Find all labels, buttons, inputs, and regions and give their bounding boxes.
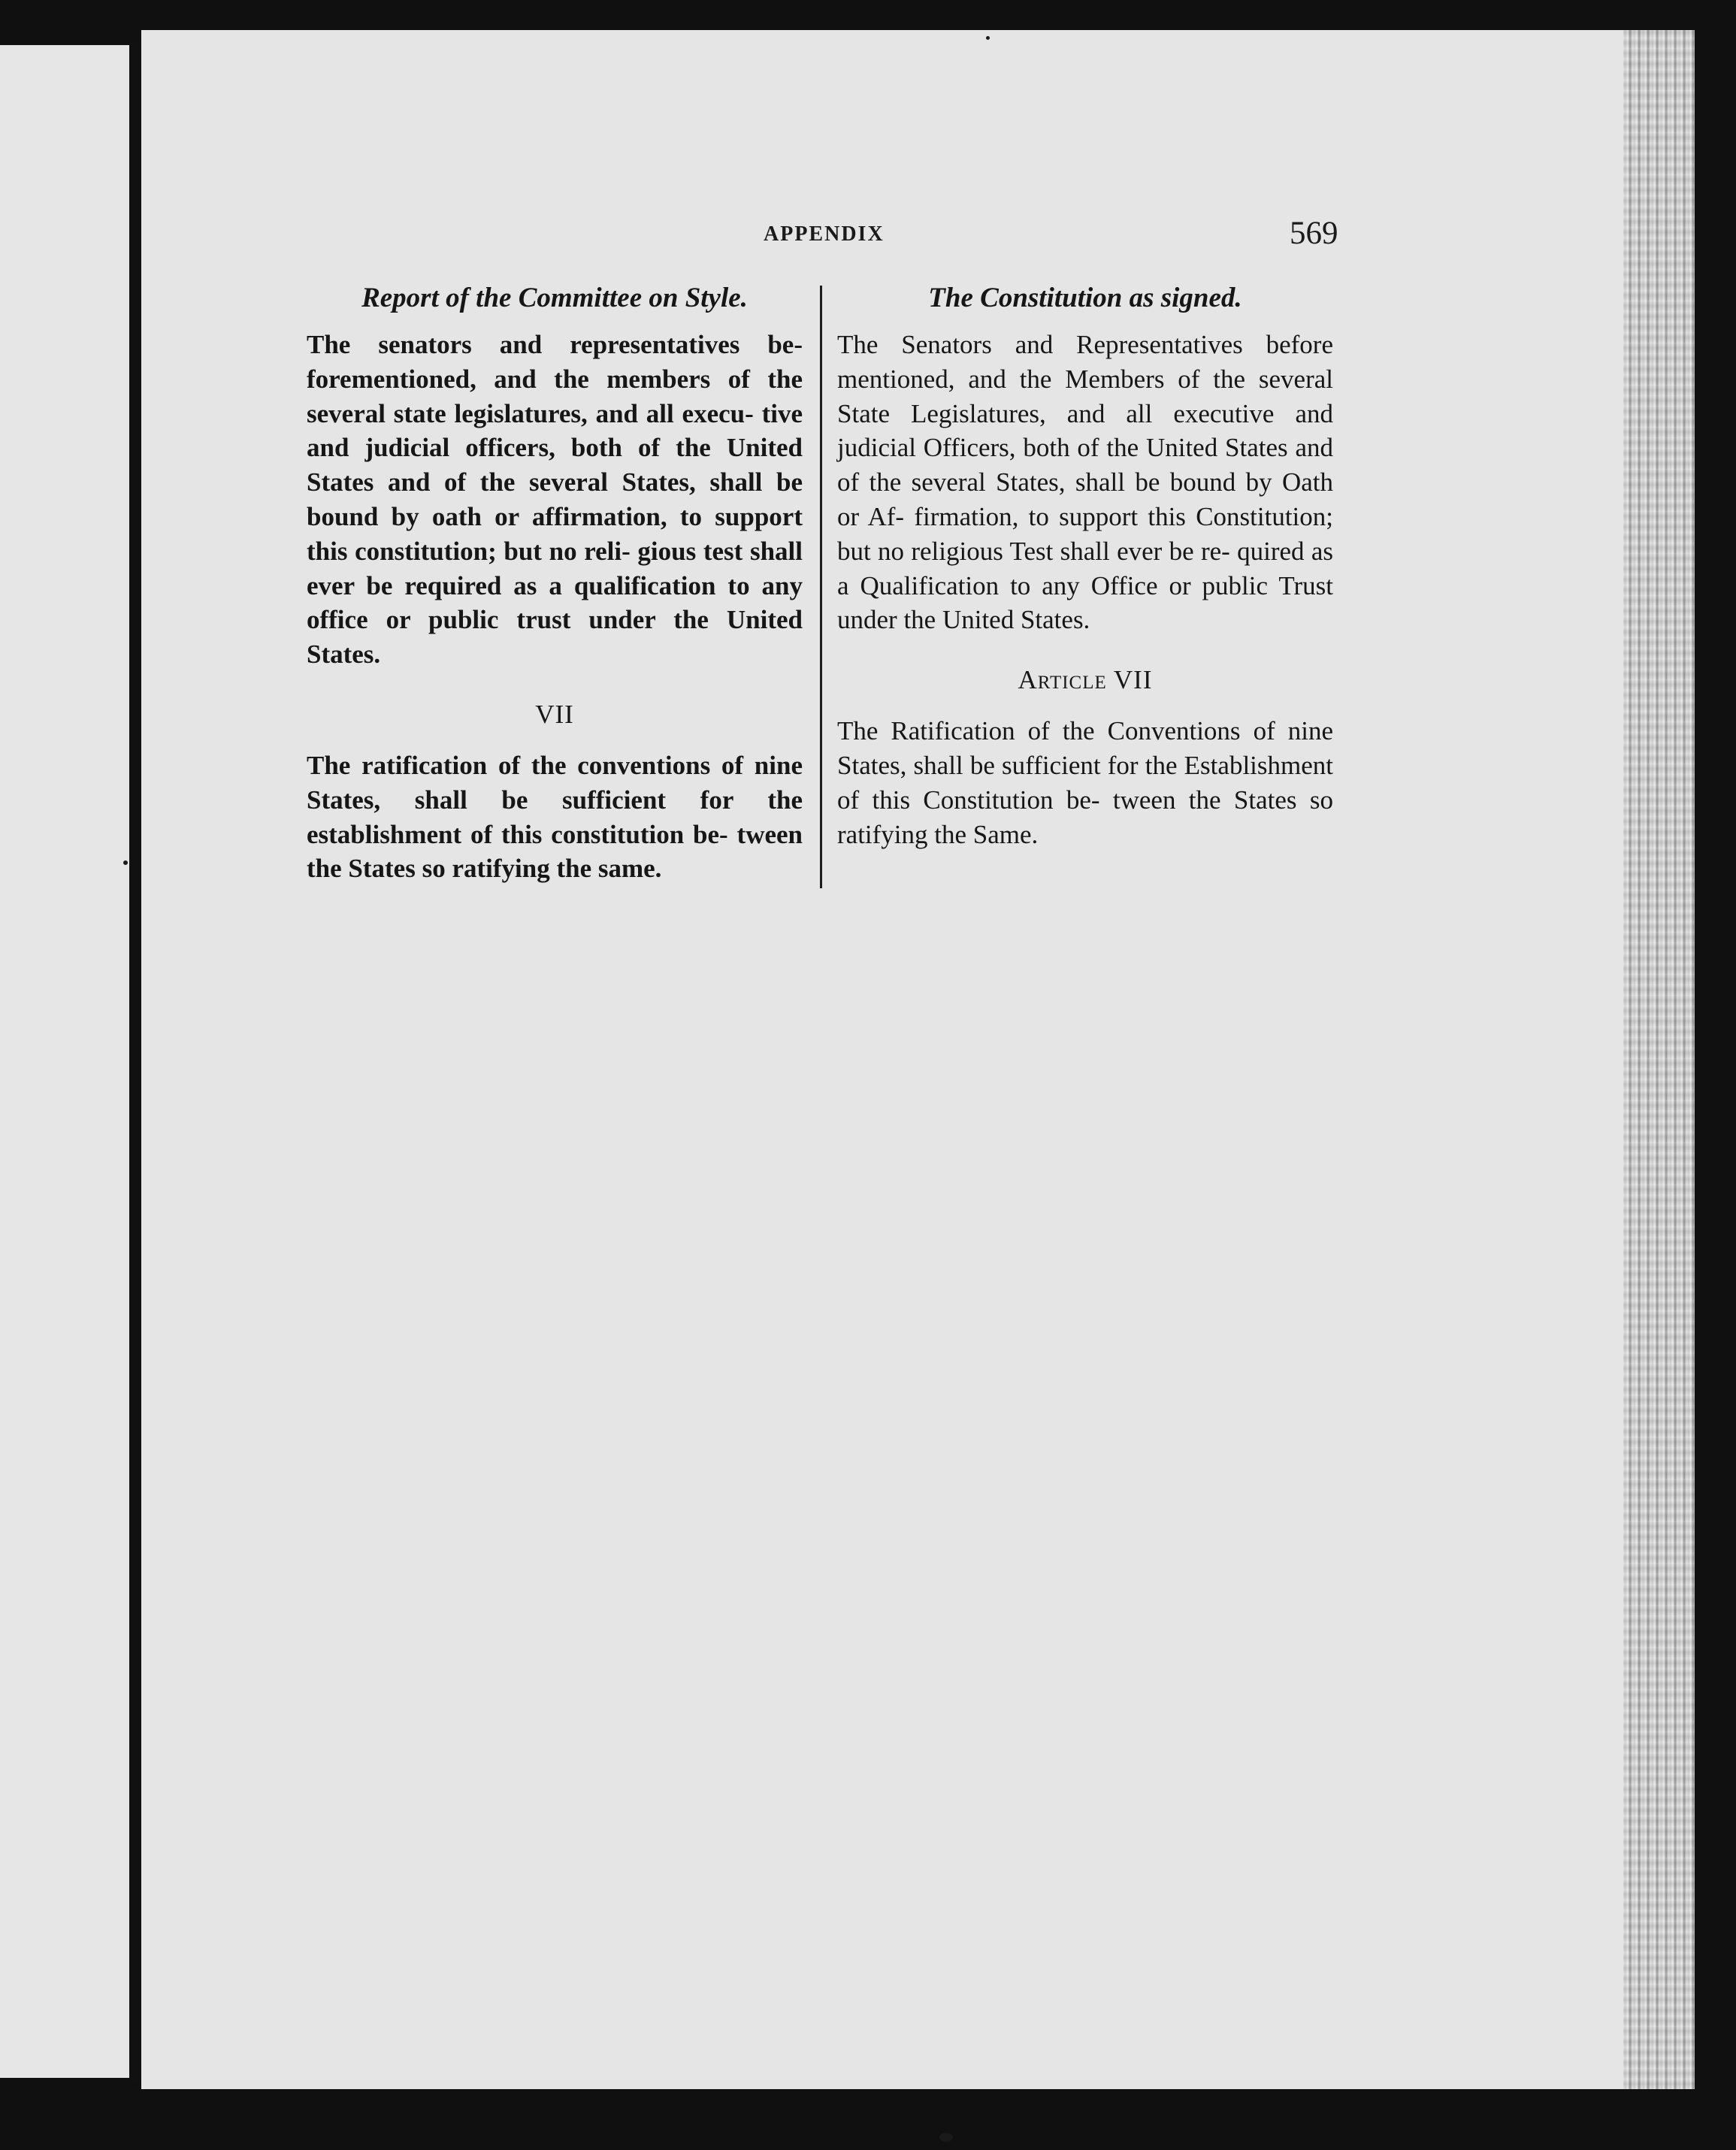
left-paragraph-1: The senators and representatives be- forementioned, and the members of the several state legislatures, and all execu- tive and judicial officers, both of the United States and of the several States, shall be bound by oath or affirmation, to support this constitution; but no reli- gious test shall ever be required as a qualification to any office or public trust under the United States. [307, 330, 803, 670]
right-paragraph-2: The Ratification of the Conventions of nine States, shall be sufficient for the Establishment of this Constitution be- tween the States so ratifying the Same. [837, 716, 1333, 849]
left-column-title: Report of the Committee on Style. [361, 283, 748, 313]
page-number: 569 [1290, 216, 1338, 251]
scan-speck [939, 2133, 953, 2142]
left-section-heading: VII [535, 699, 574, 729]
left-paragraph-2: The ratification of the conventions of nine States, shall be sufficient for the establishment of this constitution be- tween the States so ratifying the same. [307, 750, 803, 884]
scan-speck [123, 860, 128, 865]
page-stack-edge [1623, 30, 1695, 2089]
running-head: APPENDIX [764, 222, 885, 246]
column-divider [820, 286, 822, 888]
left-column [307, 280, 803, 886]
scan-speck [986, 36, 990, 40]
right-column [837, 280, 1333, 851]
right-paragraph-1: The Senators and Representatives before mentioned, and the Members of the several State Legislatures, and all executive and judicial Officers, both of the United States and of the several States, shall be bound by Oath or Af- firmation, to support this Constitution; but no religious Test shall ever be re- quired as a Qualification to any Office or public Trust under the United States. [837, 330, 1333, 635]
right-section-heading: Article VII [1018, 665, 1153, 695]
previous-page-edge [0, 45, 132, 2078]
right-column-title: The Constitution as signed. [928, 283, 1242, 313]
binding-gutter-line [129, 41, 141, 2082]
page-header [0, 216, 1736, 260]
